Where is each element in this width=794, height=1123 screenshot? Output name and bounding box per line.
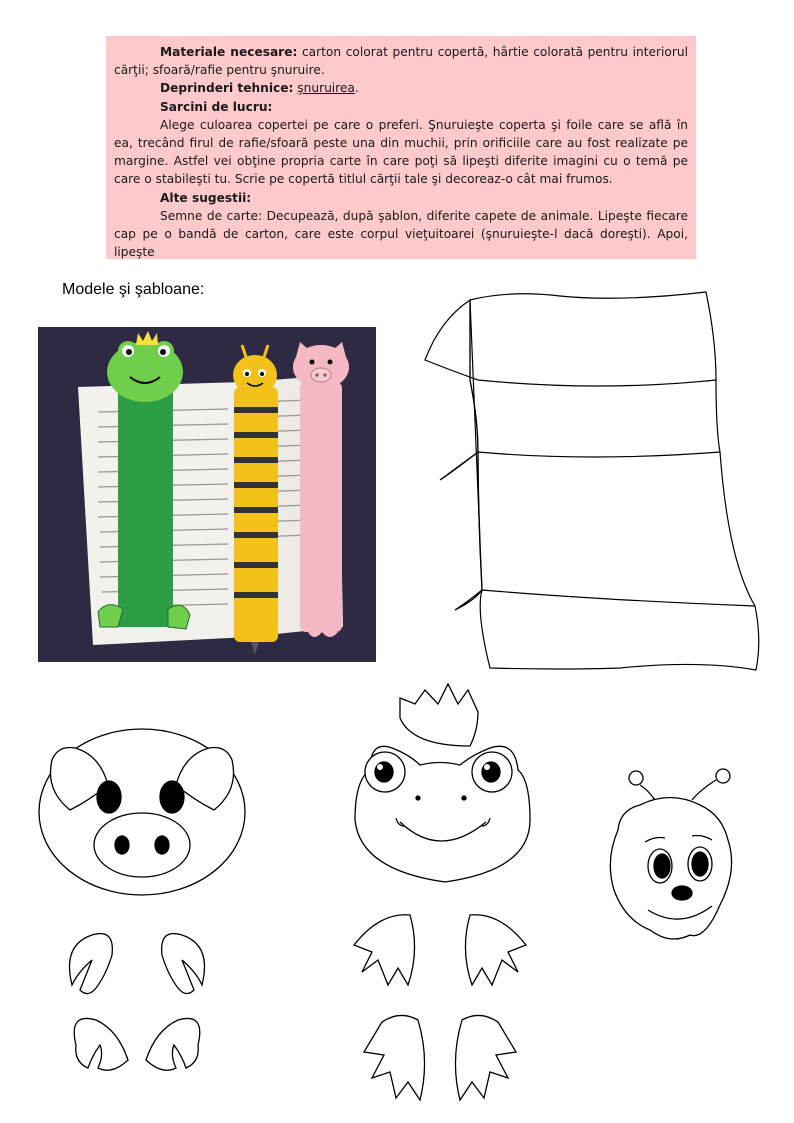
materials-label: Materiale necesare: [160,45,298,59]
skills-label: Deprinderi tehnice: [160,81,294,96]
skills-paragraph: Deprinderi tehnice: şnuruirea. [160,81,359,96]
tasks-label: Sarcini de lucru: [160,99,273,114]
book-template [425,292,759,670]
skills-value: şnuruirea [297,81,355,96]
pig-face [39,729,245,895]
other-label: Alte sugestii: [160,190,252,205]
bee-face [610,769,731,939]
frog-feet [354,915,526,1100]
models-label: Modele şi şabloane: [62,281,205,298]
frog-face [355,684,530,882]
tasks-text: Alege culoarea copertei pe care o preferi. Şnuruieşte coperta şi foile care se află în ea, trecând firul de rafie/sfoară peste una din muchii, prin orificiile care au fost realizate pe margine. Astfel vei obţine propria carte în care poţi să lipeşti diferite imagini cu o temă pe care o stabileşti tu. Scrie pe copertă titlul cărţii tale şi decoreaz-o cât mai frumos. [114,117,688,187]
other-text: Semne de carte: Decupează, după şablon, diferite capete de animale. Lipeşte fiecare cap pe o bandă de carton, care este corpul vieţuitoarei (şnuruieşte-l dacă doreşti). Apoi, lipeşte [114,208,688,260]
pig-feet [70,934,205,1071]
materials-text: carton colorat pentru copertă, hârtie colorată pentru interiorul cărţii; sfoară/rafie pentru şnuruire. [114,45,689,78]
